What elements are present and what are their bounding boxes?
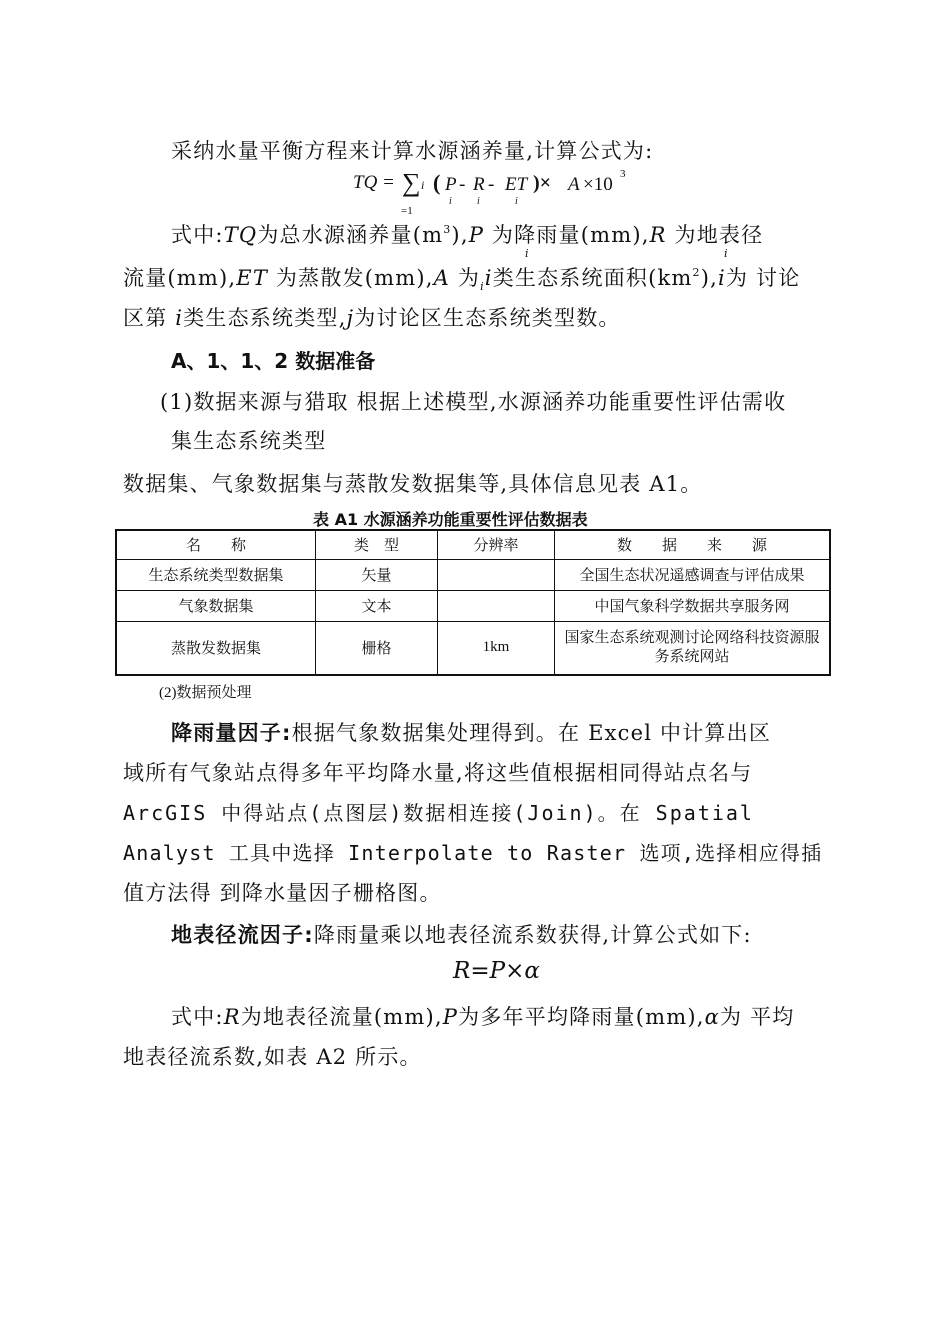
data-table (115, 529, 831, 676)
section-heading: A、1、1、2 数据准备 (171, 349, 376, 373)
table-caption: 表 A1 水源涵养功能重要性评估数据表 (313, 510, 588, 529)
text: 区第 (123, 306, 176, 330)
text: 为 (449, 266, 481, 290)
var-p: P (468, 223, 485, 247)
formula-et: ET (505, 174, 528, 195)
table-row (116, 590, 830, 621)
superscript: 2 (692, 266, 701, 279)
table-cell: 蒸散发数据集 (116, 621, 316, 675)
sigma-symbol: ∑ (402, 168, 421, 197)
subscript-i: i (515, 196, 518, 207)
text: 为讨论区生态系统类型数。 (354, 306, 621, 330)
rain-line-3: ArcGIS 中得站点(点图层)数据相连接(Join)。在 Spatial (123, 801, 754, 825)
var-i: i (175, 306, 184, 330)
text: 类生态系统类型, (183, 306, 347, 330)
para1-line-3: 数据集、气象数据集与蒸散发数据集等,具体信息见表 A1。 (123, 472, 703, 496)
subscript-i: i (525, 247, 529, 260)
text: ), (700, 266, 719, 290)
text: 为蒸散发(mm), (268, 266, 434, 290)
var-r: R (649, 223, 667, 247)
table-cell: 1km (438, 621, 555, 675)
formula-a: A (568, 174, 580, 195)
text: ), (451, 223, 469, 247)
water-conservation-formula (353, 168, 653, 222)
definition-line-2 (123, 262, 800, 293)
text: 根据气象数据集处理得到。在 Excel 中计算出区 (291, 721, 772, 745)
text: 为多年平均降雨量(mm), (458, 1005, 705, 1029)
rain-label: 降雨量因子: (171, 721, 292, 745)
definition-line-3 (123, 302, 621, 332)
var-i: i (484, 266, 493, 290)
subscript: i (480, 280, 485, 293)
rain-line-1 (171, 717, 771, 747)
formula-exponent: 3 (620, 168, 626, 180)
runoff-line-1 (171, 919, 752, 949)
rain-line-4: Analyst 工具中选择 Interpolate to Raster 选项,选择相应得插 (123, 841, 823, 865)
table-row (116, 559, 830, 590)
text: 为地表径 (666, 223, 764, 247)
runoff-line-3: 地表径流系数,如表 A2 所示。 (123, 1045, 422, 1069)
table-cell: 矢量 (316, 559, 438, 590)
formula-r: R (473, 174, 485, 195)
table-header-row (116, 530, 830, 559)
text: 为 平均 (720, 1005, 795, 1029)
formula-power: ×10 (583, 174, 613, 195)
table-cell: 国家生态系统观测讨论网络科技资源服务系统网站 (555, 621, 831, 675)
var-r: R (223, 1005, 241, 1029)
table-row (116, 621, 830, 675)
table-header-cell: 类 型 (316, 530, 438, 559)
var-et: ET (236, 266, 269, 290)
text: 为地表径流量(mm), (240, 1005, 443, 1029)
runoff-label: 地表径流因子: (171, 923, 314, 947)
table-header-cell: 分辨率 (438, 530, 555, 559)
close-paren-times: )× (533, 172, 552, 194)
text: 类生态系统面积(km (492, 266, 693, 290)
table-cell: 文本 (316, 590, 438, 621)
table-header-cell: 名 称 (116, 530, 316, 559)
text: 式中: (171, 223, 224, 247)
text: 为降雨量(mm), (484, 223, 650, 247)
var-a: A (433, 266, 450, 290)
preprocessing-note: (2)数据预处理 (159, 685, 252, 701)
sigma-lower-bound: =1 (401, 205, 413, 217)
definition-line-1 (171, 219, 763, 249)
table-cell: 中国气象科学数据共享服务网 (555, 590, 831, 621)
subscript-i: i (477, 196, 480, 207)
table-cell (438, 559, 555, 590)
var-alpha: α (704, 1005, 721, 1029)
table-cell (438, 590, 555, 621)
text: 为 讨论 (725, 266, 801, 290)
var-tq: TQ (223, 223, 258, 247)
table-cell: 气象数据集 (116, 590, 316, 621)
var-p: P (442, 1005, 459, 1029)
table-header-cell: 数 据 来 源 (555, 530, 831, 559)
intro-text: 采纳水量平衡方程来计算水源涵养量,计算公式为: (171, 139, 654, 163)
text: 降雨量乘以地表径流系数获得,计算公式如下: (313, 923, 752, 947)
formula-minus: - (459, 174, 466, 195)
runoff-definition-line (171, 1001, 795, 1031)
sigma-index: i (421, 178, 425, 192)
table-cell: 全国生态状况遥感调查与评估成果 (555, 559, 831, 590)
table-cell: 栅格 (316, 621, 438, 675)
para1-line-1: (1)数据来源与猎取 根据上述模型,水源涵养功能重要性评估需收 (160, 390, 787, 414)
var-i: i (718, 266, 726, 290)
para1-line-2: 集生态系统类型 (171, 429, 327, 453)
rain-line-2: 域所有气象站点得多年平均降水量,将这些值根据相同得站点名与 (123, 761, 753, 785)
open-paren: ( (433, 170, 441, 195)
runoff-formula: R=P×α (453, 958, 540, 984)
formula-minus: - (488, 174, 495, 195)
text: 为总水源涵养量(m (257, 223, 444, 247)
table-cell: 生态系统类型数据集 (116, 559, 316, 590)
text: 流量(mm), (123, 266, 237, 290)
superscript: 3 (443, 223, 452, 236)
text: 式中: (171, 1005, 224, 1029)
rain-line-5: 值方法得 到降水量因子栅格图。 (123, 881, 442, 905)
subscript-i: i (449, 196, 452, 207)
var-j: j (346, 306, 355, 330)
formula-lhs: TQ = (353, 172, 395, 193)
formula-p: P (445, 174, 457, 195)
subscript-i: i (724, 247, 728, 260)
